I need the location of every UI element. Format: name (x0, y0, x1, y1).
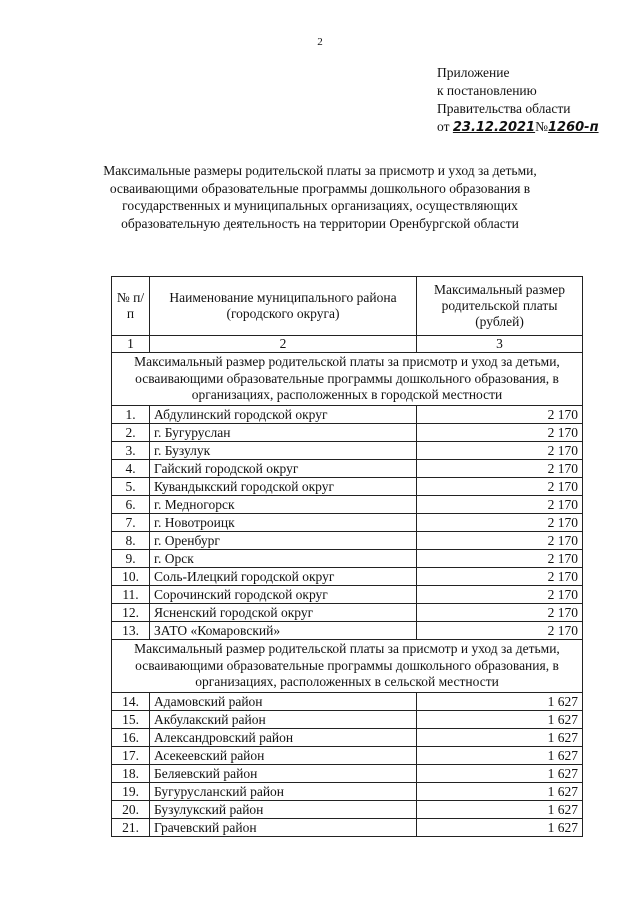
table-row (112, 586, 583, 604)
row-name: Ясненский городской округ (150, 604, 417, 622)
decree-date: 23.12.2021 (452, 120, 536, 135)
row-fee: 2 170 (417, 442, 583, 460)
column-number-3: 3 (417, 336, 583, 353)
row-fee: 1 627 (417, 765, 583, 783)
appendix-date-line (437, 118, 599, 137)
row-name: Акбулакский район (150, 711, 417, 729)
row-name: г. Новотроицк (150, 514, 417, 532)
table-row (112, 801, 583, 819)
row-name: Сорочинский городской округ (150, 586, 417, 604)
row-fee: 1 627 (417, 801, 583, 819)
row-fee: 2 170 (417, 532, 583, 550)
column-number-row (112, 336, 583, 353)
row-number: 9. (112, 550, 150, 568)
row-name: Абдулинский городской округ (150, 406, 417, 424)
table-row (112, 819, 583, 837)
row-number: 10. (112, 568, 150, 586)
row-name: г. Бугуруслан (150, 424, 417, 442)
table-row (112, 496, 583, 514)
row-fee: 2 170 (417, 514, 583, 532)
table-row (112, 622, 583, 640)
column-number-1: 1 (112, 336, 150, 353)
table-row (112, 424, 583, 442)
table-row (112, 532, 583, 550)
row-name: Бугурусланский район (150, 783, 417, 801)
row-name: ЗАТО «Комаровский» (150, 622, 417, 640)
table-row (112, 747, 583, 765)
table-row (112, 550, 583, 568)
section-heading: Максимальный размер родительской платы за присмотр и уход за детьми, осваивающими образовательные программы дошкольного образования, в организациях, расположенных в сельской местности (112, 640, 583, 693)
row-number: 2. (112, 424, 150, 442)
row-name: Бузулукский район (150, 801, 417, 819)
table-row (112, 783, 583, 801)
row-number: 15. (112, 711, 150, 729)
row-number: 8. (112, 532, 150, 550)
row-fee: 2 170 (417, 406, 583, 424)
row-number: 6. (112, 496, 150, 514)
row-number: 7. (112, 514, 150, 532)
row-fee: 2 170 (417, 460, 583, 478)
row-name: г. Оренбург (150, 532, 417, 550)
row-name: г. Медногорск (150, 496, 417, 514)
row-number: 18. (112, 765, 150, 783)
section-heading: Максимальный размер родительской платы за присмотр и уход за детьми, осваивающими образовательные программы дошкольного образования, в организациях, расположенных в городской местности (112, 353, 583, 406)
row-fee: 1 627 (417, 747, 583, 765)
table-row (112, 729, 583, 747)
row-name: Гайский городской округ (150, 460, 417, 478)
row-fee: 2 170 (417, 424, 583, 442)
row-fee: 2 170 (417, 568, 583, 586)
number-prefix: № (535, 119, 548, 134)
header-fee: Максимальный размер родительской платы (рублей) (417, 277, 583, 336)
fees-table (111, 276, 583, 837)
table-row (112, 478, 583, 496)
document-title: Максимальные размеры родительской платы за присмотр и уход за детьми, осваивающими образовательные программы дошкольного образования в государственных и муниципальных организациях, осуществляющих образовательную деятельность на территории Оренбургской области (103, 163, 537, 231)
row-name: Асекеевский район (150, 747, 417, 765)
row-number: 11. (112, 586, 150, 604)
row-number: 14. (112, 693, 150, 711)
row-fee: 1 627 (417, 729, 583, 747)
row-name: Адамовский район (150, 693, 417, 711)
row-number: 20. (112, 801, 150, 819)
row-number: 17. (112, 747, 150, 765)
row-fee: 2 170 (417, 604, 583, 622)
row-number: 12. (112, 604, 150, 622)
appendix-line-2: к постановлению (437, 83, 537, 98)
row-fee: 1 627 (417, 819, 583, 837)
row-name: Грачевский район (150, 819, 417, 837)
row-name: г. Орск (150, 550, 417, 568)
row-fee: 1 627 (417, 783, 583, 801)
appendix-line-1: Приложение (437, 65, 510, 80)
table-row (112, 568, 583, 586)
section-heading-row (112, 640, 583, 693)
table-header-row (112, 277, 583, 336)
row-name: Беляевский район (150, 765, 417, 783)
row-number: 5. (112, 478, 150, 496)
appendix-line-3: Правительства области (437, 101, 571, 116)
date-prefix: от (437, 119, 450, 134)
row-name: Соль-Илецкий городской округ (150, 568, 417, 586)
header-name: Наименование муниципального района (городского округа) (150, 277, 417, 336)
table-row (112, 442, 583, 460)
row-name: г. Бузулук (150, 442, 417, 460)
row-number: 13. (112, 622, 150, 640)
row-name: Кувандыкский городской округ (150, 478, 417, 496)
row-fee: 2 170 (417, 622, 583, 640)
section-heading-row (112, 353, 583, 406)
row-number: 19. (112, 783, 150, 801)
row-number: 3. (112, 442, 150, 460)
row-number: 1. (112, 406, 150, 424)
row-number: 16. (112, 729, 150, 747)
table-row (112, 514, 583, 532)
row-number: 4. (112, 460, 150, 478)
row-fee: 2 170 (417, 550, 583, 568)
decree-number: 1260-п (548, 120, 599, 135)
row-fee: 1 627 (417, 711, 583, 729)
table-row (112, 765, 583, 783)
table-row (112, 406, 583, 424)
column-number-2: 2 (150, 336, 417, 353)
header-number: № п/п (112, 277, 150, 336)
row-fee: 2 170 (417, 478, 583, 496)
table-row (112, 711, 583, 729)
table-row (112, 693, 583, 711)
row-fee: 2 170 (417, 586, 583, 604)
table-row (112, 604, 583, 622)
row-number: 21. (112, 819, 150, 837)
page-number: 2 (317, 36, 323, 48)
table-row (112, 460, 583, 478)
row-name: Александровский район (150, 729, 417, 747)
appendix-block (437, 64, 599, 137)
row-fee: 2 170 (417, 496, 583, 514)
row-fee: 1 627 (417, 693, 583, 711)
